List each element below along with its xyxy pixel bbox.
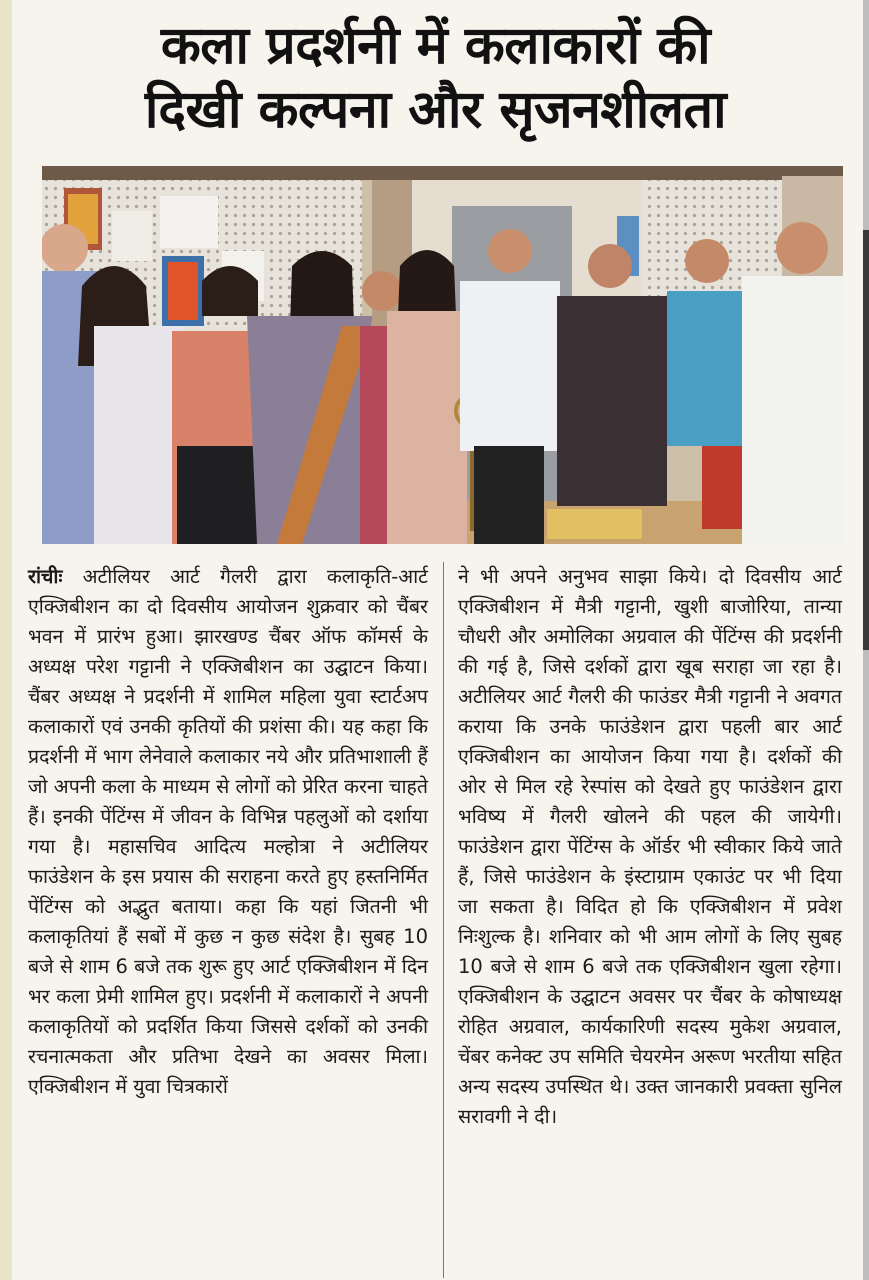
headline-line-1: कला प्रदर्शनी में कलाकारों की [160, 16, 711, 76]
headline-line-2: दिखी कल्पना और सृजनशीलता [144, 80, 727, 140]
news-photo [42, 166, 843, 544]
page-edge-left [0, 0, 12, 1280]
article-left-column [28, 562, 428, 1102]
article-right-column [458, 562, 842, 1132]
photo-icon [42, 166, 843, 544]
column-divider [443, 562, 444, 1278]
article-left-text: अटीलियर आर्ट गैलरी द्वारा कलाकृति-आर्ट एक्जिबीशन का दो दिवसीय आयोजन शुक्रवार को चैंबर भवन में प्रारंभ हुआ। झारखण्ड चैंबर ऑफ कॉमर्स के अध्यक्ष परेश गट्टानी ने एक्जिबीशन का उद्घाटन किया। चैंबर अध्यक्ष ने प्रदर्शनी में शामिल महिला युवा स्टार्टअप कलाकारों एवं उनकी कृतियों की प्रशंसा की। यह कहा कि प्रदर्शनी में भाग लेनेवाले कलाकार नये और प्रतिभाशाली हैं जो अपनी कला के माध्यम से लोगों को प्रेरित करना चाहते हैं। इनकी पेंटिंग्स में जीवन के विभिन्न पहलुओं को दर्शाया गया है। महासचिव आदित्य मल्होत्रा ने अटीलियर फाउंडेशन के इस प्रयास की सराहना करते हुए हस्तनिर्मित पेंटिंग्स को अद्भुत बताया। कहा कि यहां जितनी भी कलाकृतियां हैं सबों में कुछ न कुछ संदेश है। सुबह 10 बजे से शाम 6 बजे तक शुरू हुए आर्ट एक्जिबीशन में दिन भर कला प्रेमी शामिल हुए। प्रदर्शनी में कलाकारों ने अपनी कलाकृतियों को प्रदर्शित किया जिससे दर्शकों को उनकी रचनात्मकता और प्रतिभा देखने का अवसर मिला। एक्जिबीशन में युवा चित्रकारों [28, 565, 428, 1098]
adjacent-page-edge [863, 230, 869, 650]
headline [14, 14, 857, 142]
article-right-text: ने भी अपने अनुभव साझा किये। दो दिवसीय आर्ट एक्जिबीशन में मैत्री गट्टानी, खुशी बाजोरिया, तान्या चौधरी और अमोलिका अग्रवाल की पेंटिंग्स की प्रदर्शनी की गई है, जिसे दर्शकों द्वारा खूब सराहा जा रहा है। अटीलियर आर्ट गैलरी की फाउंडर मैत्री गट्टानी ने अवगत कराया कि उनके फाउंडेशन द्वारा पहली बार आर्ट एक्जिबीशन का आयोजन किया गया है। दर्शकों की ओर से मिल रहे रेस्पांस को देखते हुए फाउंडेशन द्वारा भविष्य में गैलरी खोलने की पहल की जायेगी। फाउंडेशन द्वारा पेंटिंग्स के ऑर्डर भी स्वीकार किये जाते हैं, जिसे फाउंडेशन के इंस्टाग्राम एकाउंट पर भी दिया जा सकता है। विदित हो कि एक्जिबीशन में प्रवेश निःशुल्क है। शनिवार को भी आम लोगों के लिए सुबह 10 बजे से शाम 6 बजे तक एक्जिबीशन खुला रहेगा। एक्जिबीशन के उद्घाटन अवसर पर चैंबर के कोषाध्यक्ष रोहित अग्रवाल, कार्यकारिणी सदस्य मुकेश अग्रवाल, चेंबर कनेक्ट उप समिति चेयरमेन अरूण भरतीया सहित अन्य सदस्य उपस्थित थे। उक्त जानकारी प्रवक्ता सुनिल सरावगी ने दी। [458, 565, 842, 1128]
dateline: रांचीः [28, 565, 63, 588]
